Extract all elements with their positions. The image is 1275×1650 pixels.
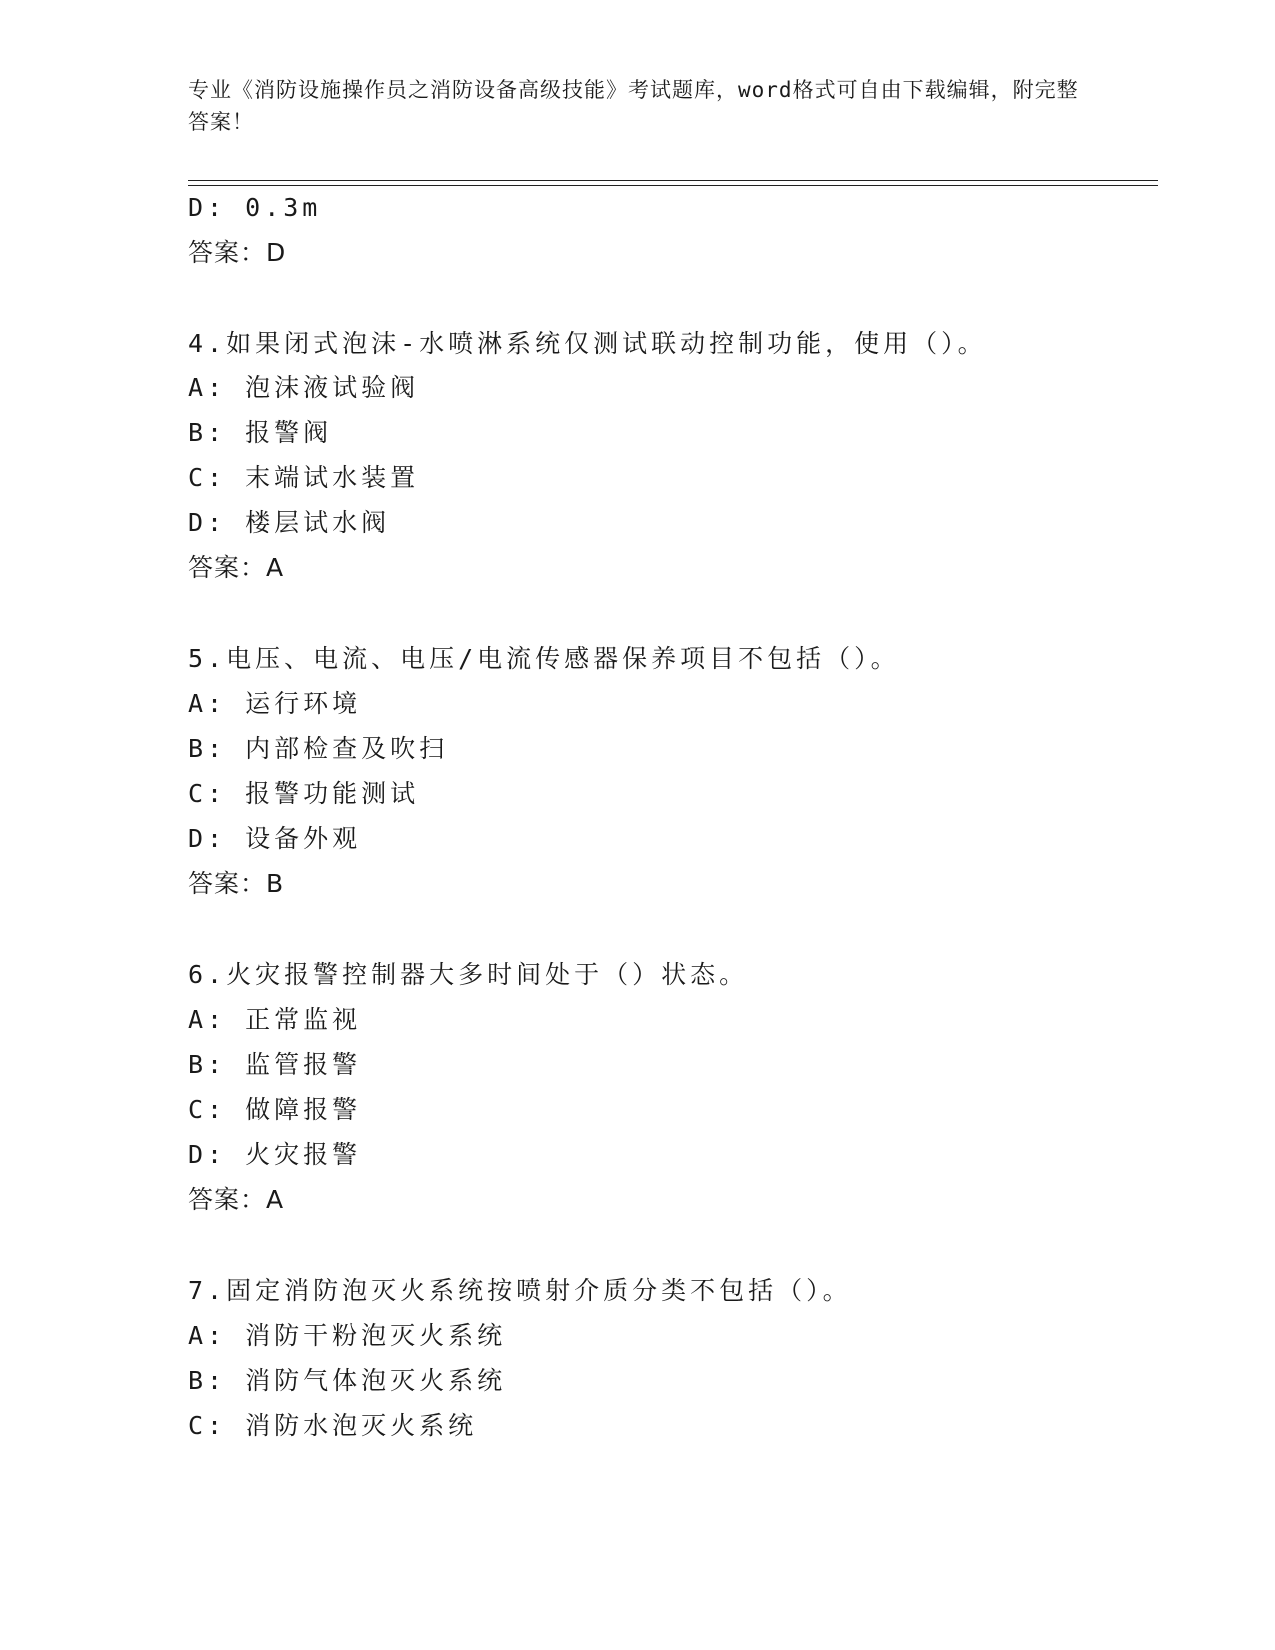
option-b: B: 消防气体泡灭火系统: [188, 1366, 507, 1395]
answer-line: [188, 1184, 284, 1216]
document-header: 专业《消防设施操作员之消防设备高级技能》考试题库，word格式可自由下载编辑，附完整答案！: [188, 78, 1079, 134]
question-stem: 6.火灾报警控制器大多时间处于（）状态。: [188, 960, 749, 989]
answer-line: [188, 552, 284, 584]
answer-label: 答案：: [188, 869, 267, 898]
answer-label: 答案：: [188, 238, 267, 267]
header-divider-secondary: [188, 185, 1158, 186]
option-d: D: 火灾报警: [188, 1140, 362, 1169]
question-stem: 4.如果闭式泡沫-水喷淋系统仅测试联动控制功能，使用（）。: [188, 329, 987, 358]
option-c: C: 消防水泡灭火系统: [188, 1411, 478, 1440]
answer-value: D: [266, 238, 287, 267]
option-a: A: 泡沫液试验阀: [188, 373, 420, 402]
option-c: C: 报警功能测试: [188, 779, 420, 808]
answer-label: 答案：: [188, 553, 267, 582]
option-a: A: 消防干粉泡灭火系统: [188, 1321, 507, 1350]
option-a: A: 运行环境: [188, 689, 362, 718]
answer-line: [188, 868, 284, 900]
option-c: C: 做障报警: [188, 1095, 362, 1124]
option-a: A: 正常监视: [188, 1005, 362, 1034]
option-b: B: 监管报警: [188, 1050, 362, 1079]
option-c: C: 末端试水装置: [188, 463, 420, 492]
question-stem: 7.固定消防泡灭火系统按喷射介质分类不包括（）。: [188, 1276, 852, 1305]
option-b: B: 内部检查及吹扫: [188, 734, 449, 763]
option-d: D: 楼层试水阀: [188, 508, 391, 537]
answer-label: 答案：: [188, 1185, 267, 1214]
answer-line: [188, 237, 286, 269]
answer-value: A: [266, 1185, 285, 1214]
option-b: B: 报警阀: [188, 418, 333, 447]
answer-value: B: [266, 869, 285, 898]
header-divider: [188, 180, 1158, 181]
option-d: D: 设备外观: [188, 824, 362, 853]
answer-value: A: [266, 553, 285, 582]
question-stem: 5.电压、电流、电压/电流传感器保养项目不包括（）。: [188, 644, 900, 673]
option-d: D: 0.3m: [188, 193, 322, 222]
